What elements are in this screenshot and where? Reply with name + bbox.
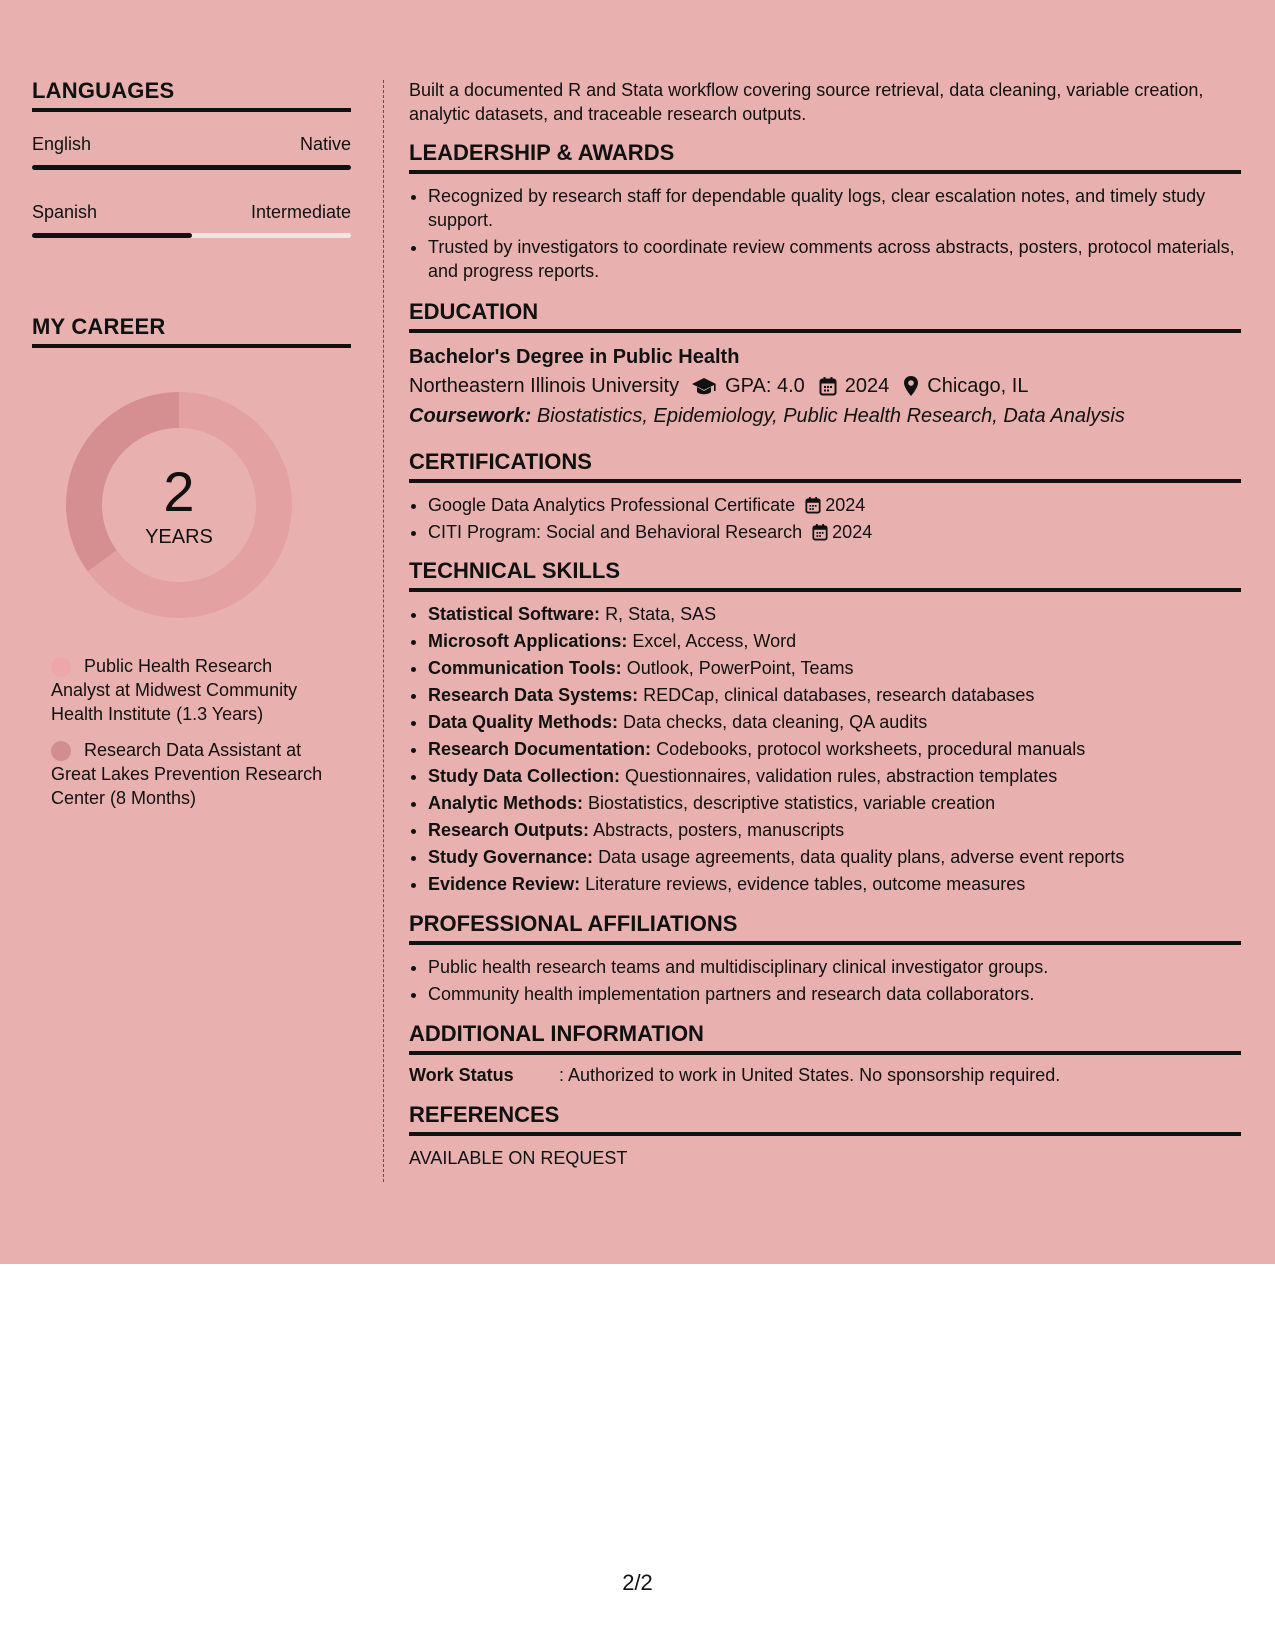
career-dot	[51, 741, 71, 761]
language-name: English	[32, 134, 92, 154]
list-item	[428, 493, 1241, 517]
skill-value: Biostatistics, descriptive statistics, variable creation	[588, 793, 996, 813]
skills-list	[409, 602, 1241, 897]
skill-value: Data checks, data cleaning, QA audits	[623, 712, 928, 732]
certification-name: • CITI Program: Social and Behavioral Research	[428, 522, 803, 542]
skill-item	[428, 629, 1241, 654]
career-list	[32, 654, 332, 810]
education-coursework	[409, 401, 1241, 431]
skill-label: Analytic Methods:	[428, 793, 584, 813]
donut-center	[66, 392, 292, 618]
career-years-unit: YEARS	[145, 525, 213, 548]
leadership-list	[409, 184, 1241, 283]
skill-value: Literature reviews, evidence tables, outcome measures	[585, 874, 1026, 894]
education-degree: Bachelor's Degree in Public Health	[409, 346, 740, 368]
work-status-value: : Authorized to work in United States. No sponsorship required.	[559, 1065, 1061, 1085]
languages-heading: LANGUAGES	[32, 78, 351, 112]
additional-info-heading: ADDITIONAL INFORMATION	[409, 1021, 1241, 1055]
skill-value: REDCap, clinical databases, research databases	[643, 685, 1035, 705]
career-heading: MY CAREER	[32, 314, 351, 348]
skill-item	[428, 656, 1241, 681]
education-details	[409, 371, 1241, 401]
coursework-value: Biostatistics, Epidemiology, Public Health Research, Data Analysis	[536, 405, 1125, 427]
skill-item	[428, 764, 1241, 789]
language-level: Native	[299, 134, 351, 154]
column-divider	[383, 80, 384, 1182]
certification-year: 2024	[825, 495, 866, 515]
skill-item	[428, 791, 1241, 816]
skill-item	[428, 818, 1241, 843]
skill-item	[428, 845, 1241, 870]
affiliations-list	[409, 955, 1241, 1007]
skill-value: R, Stata, SAS	[605, 604, 717, 624]
map-pin-icon	[903, 375, 919, 397]
language-level: Intermediate	[250, 202, 351, 222]
skill-label: Research Data Systems:	[428, 685, 639, 705]
skill-item	[428, 872, 1241, 897]
career-dot	[51, 657, 71, 677]
skill-value: Codebooks, protocol worksheets, procedural manuals	[656, 739, 1086, 759]
calendar-icon	[812, 523, 828, 541]
language-proficiency-bar	[32, 165, 351, 170]
references-text: AVAILABLE ON REQUEST	[409, 1148, 628, 1168]
education-heading: EDUCATION	[409, 299, 1241, 333]
skill-item	[428, 710, 1241, 735]
references-heading: REFERENCES	[409, 1102, 1241, 1136]
certifications-list	[409, 493, 1241, 544]
list-item: • Community health implementation partners and research data collaborators.	[428, 982, 1241, 1007]
career-item-label: Research Data Assistant at Great Lakes Prevention Research Center (8 Months)	[51, 740, 323, 808]
skills-heading: TECHNICAL SKILLS	[409, 558, 1241, 592]
list-item: • Public health research teams and multidisciplinary clinical investigator groups.	[428, 955, 1241, 980]
main-content	[409, 78, 1241, 1169]
skill-label: Study Data Collection:	[428, 766, 621, 786]
skill-label: Communication Tools:	[428, 658, 622, 678]
skill-value: Outlook, PowerPoint, Teams	[626, 658, 854, 678]
skill-label: Microsoft Applications:	[428, 631, 628, 651]
certifications-heading: CERTIFICATIONS	[409, 449, 1241, 483]
calendar-icon	[819, 376, 837, 396]
leadership-heading: LEADERSHIP & AWARDS	[409, 140, 1241, 174]
language-english	[32, 134, 351, 170]
calendar-icon	[805, 496, 821, 514]
skill-value: Abstracts, posters, manuscripts	[593, 820, 845, 840]
list-item	[428, 520, 1241, 544]
language-proficiency-fill	[32, 165, 351, 170]
career-years-number: 2	[163, 459, 195, 523]
education-school: Northeastern Illinois University	[409, 375, 680, 397]
work-status-label: Work Status	[409, 1065, 514, 1085]
work-status-row	[409, 1065, 1241, 1086]
sidebar	[32, 78, 351, 822]
skill-value: Questionnaires, validation rules, abstraction templates	[625, 766, 1058, 786]
skill-value: Data usage agreements, data quality plans, adverse event reports	[598, 847, 1125, 867]
language-proficiency-fill	[32, 233, 192, 238]
education-gpa: GPA: 4.0	[725, 375, 805, 397]
skill-label: Data Quality Methods:	[428, 712, 619, 732]
certification-name: • Google Data Analytics Professional Certificate	[428, 495, 796, 515]
skill-value: Excel, Access, Word	[632, 631, 797, 651]
page-number: 2/2	[622, 1570, 653, 1595]
language-name: Spanish	[32, 202, 98, 222]
skill-label: Statistical Software:	[428, 604, 601, 624]
list-item: • Trusted by investigators to coordinate review comments across abstracts, posters, protocol materials, and progress reports.	[428, 235, 1241, 283]
skill-label: Study Governance:	[428, 847, 594, 867]
summary-text: Built a documented R and Stata workflow covering source retrieval, data cleaning, variable creation, analytic datasets, and traceable research outputs.	[409, 80, 1204, 124]
skill-item	[428, 683, 1241, 708]
skill-item	[428, 737, 1241, 762]
career-item	[51, 654, 332, 726]
skill-label: Evidence Review:	[428, 874, 581, 894]
skill-label: Research Outputs:	[428, 820, 590, 840]
career-section	[32, 314, 351, 810]
certification-year: 2024	[832, 522, 873, 542]
language-spanish	[32, 202, 351, 238]
skill-item	[428, 602, 1241, 627]
graduation-cap-icon	[691, 376, 717, 396]
language-proficiency-bar	[32, 233, 351, 238]
coursework-label: Coursework:	[409, 405, 532, 427]
career-item	[51, 738, 332, 810]
education-year: 2024	[844, 375, 890, 397]
career-donut-chart	[66, 392, 292, 618]
education-location: Chicago, IL	[927, 375, 1029, 397]
skill-label: Research Documentation:	[428, 739, 652, 759]
career-item-label: Public Health Research Analyst at Midwest Community Health Institute (1.3 Years)	[51, 656, 298, 724]
list-item: • Recognized by research staff for dependable quality logs, clear escalation notes, and timely study support.	[428, 184, 1241, 232]
affiliations-heading: PROFESSIONAL AFFILIATIONS	[409, 911, 1241, 945]
